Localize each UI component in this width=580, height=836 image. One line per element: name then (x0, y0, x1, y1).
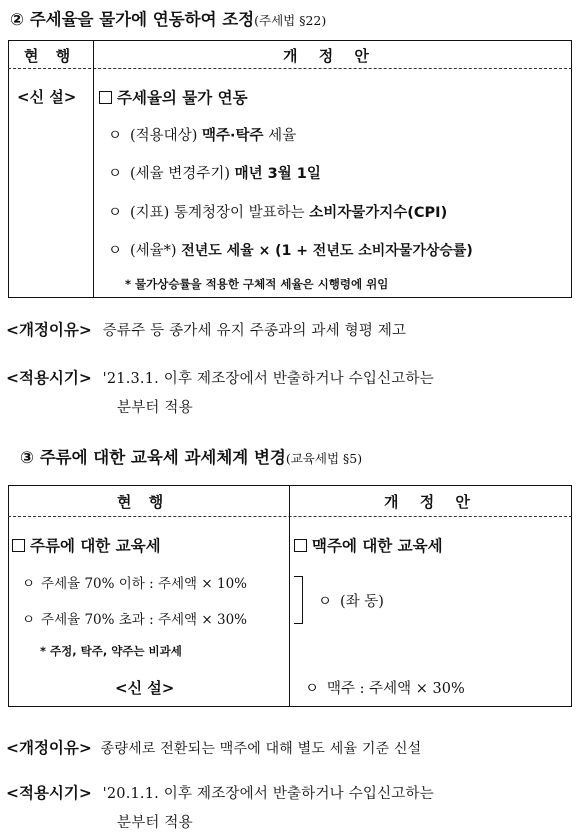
bullet-icon: ㅇ (305, 681, 320, 697)
section2-col-revised: 개 정 안 (283, 47, 377, 65)
section2-heading: 주세율의 물가 연동 (99, 86, 248, 108)
bracket-icon (294, 576, 303, 624)
section3-timing-line2: 분부터 적용 (117, 815, 193, 831)
section2-item4: ㅇ (세율*) 전년도 세율 × (1 + 전년도 소비자물가상승률) (108, 243, 473, 259)
section3-revised-heading: 맥주에 대한 교육세 (294, 534, 443, 556)
section3-current-item1: ㅇ 주세율 70% 이하 : 주세액 × 10% (22, 576, 247, 592)
section2-timing: <적용시기> '21.3.1. 이후 제조장에서 반출하거나 수입신고하는 (6, 369, 434, 387)
section2-timing-line2: 분부터 적용 (117, 400, 193, 416)
bullet-icon: ㅇ (108, 243, 123, 259)
bullet-icon: ㅇ (22, 612, 36, 628)
section3-current-new-label: <신 설> (115, 679, 175, 697)
section3-current-heading: 주류에 대한 교육세 (12, 534, 161, 556)
checkbox-icon (12, 539, 25, 552)
section3-table (8, 485, 572, 707)
bullet-icon: ㅇ (108, 128, 123, 144)
bullet-icon: ㅇ (108, 205, 123, 221)
bullet-icon: ㅇ (318, 594, 333, 610)
section2-reason: <개정이유> 증류주 등 종가세 유지 주종과의 과세 형평 제고 (6, 321, 407, 339)
section2-new-label: <신 설> (17, 88, 77, 106)
checkbox-icon (294, 539, 307, 552)
section3-title: ③ 주류에 대한 교육세 과세체계 변경(교육세법 §5) (20, 448, 363, 467)
checkbox-icon (99, 91, 112, 104)
bullet-icon: ㅇ (108, 166, 123, 182)
section3-timing: <적용시기> '20.1.1. 이후 제조장에서 반출하거나 수입신고하는 (6, 784, 434, 802)
section3-col-revised: 개 정 안 (384, 493, 478, 511)
section3-col-current: 현 행 (117, 493, 170, 511)
section3-current-note: * 주정, 탁주, 약주는 비과세 (40, 644, 182, 658)
section2-item2: ㅇ (세율 변경주기) 매년 3월 1일 (108, 166, 321, 182)
section2-title: ② 주세율을 물가에 연동하여 조정(주세법 §22) (10, 10, 327, 29)
section3-current-item2: ㅇ 주세율 70% 초과 : 주세액 × 30% (22, 612, 247, 628)
section3-reason: <개정이유> 종량세로 전환되는 맥주에 대해 별도 세율 기준 신설 (6, 739, 422, 757)
section3-revised-item1: ㅇ (좌 동) (318, 594, 384, 610)
section3-revised-item2: ㅇ 맥주 : 주세액 × 30% (305, 681, 465, 697)
section2-item3: ㅇ (지표) 통계청장이 발표하는 소비자물가지수(CPI) (108, 205, 448, 221)
section2-note: * 물가상승률을 적용한 구체적 세율은 시행령에 위임 (125, 277, 389, 291)
section2-item1: ㅇ (적용대상) 맥주·탁주 세율 (108, 128, 297, 144)
section2-col-current: 현 행 (24, 47, 77, 65)
bullet-icon: ㅇ (22, 576, 36, 592)
